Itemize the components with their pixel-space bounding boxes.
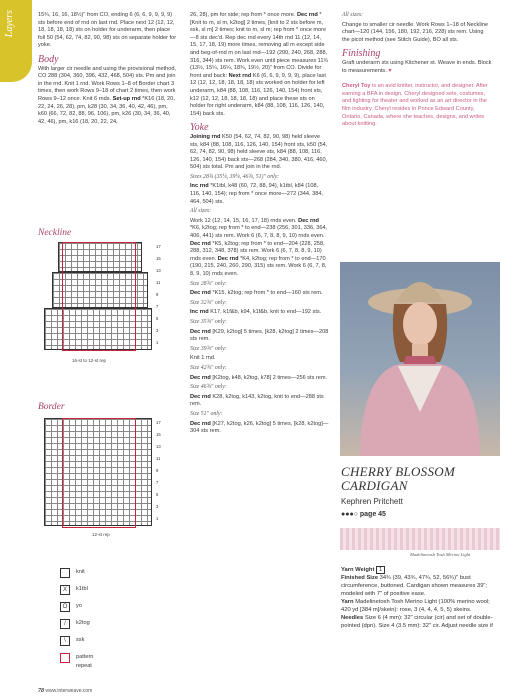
row-number: 3 <box>156 328 159 333</box>
body-text: Change to smaller cir needle. Work Rows 1–18 of Neckline chart—120 (144, 156, 180, 192, 216, 228) sts rem. Using the picot method (see Stitch Guide), BO all sts. <box>342 21 489 43</box>
k1tbl-symbol-icon: X <box>60 585 70 595</box>
size-note: Size 39¾" only: <box>190 345 227 352</box>
border-repeat-box <box>62 418 136 528</box>
size-note: Size 46¾" only: <box>190 384 227 391</box>
row-number: 1 <box>156 516 159 521</box>
body-text: Knit 1 rnd. <box>190 355 216 362</box>
body-text: Work 12 (12, 14, 15, 16, 17, 18) rnds even. Dec rnd *K6, k2tog; rep from * to end—238 (256, 301, 336, 364, 406, 441) sts rem. Work 6 (6, 7, 8, 8, 9, 10) rnds even. Dec rnd *K5, k2tog; rep from * to end—204 (228, 258, 288, 312, 348, 378) sts rem. Work 6 (6, 7, 8, 8, 9, 10) rnds even. Dec rnd *K4, k2tog; rep from * to end—170 (190, 215, 240, 260, 290, 315) sts rem. Work 6 (6, 7, 8, 8, 9, 10) rnds even. <box>190 217 328 277</box>
size-note: Size 32¾" only: <box>190 299 227 306</box>
size-note: Size 28¾" only: <box>190 280 227 287</box>
body-text: Dec rnd [K2tog, k48, k2tog, k78] 2 times—256 sts rem. <box>190 374 328 381</box>
row-number: 3 <box>156 504 159 509</box>
border-note: 12-st rep <box>92 532 110 537</box>
designer-name: Kephren Pritchett <box>341 497 403 506</box>
page-number: 78 <box>38 688 44 694</box>
ssk-symbol-icon: \ <box>60 636 70 646</box>
row-number: 7 <box>156 480 159 485</box>
size-note: All sizes: <box>190 208 212 215</box>
page-reference: page 45 <box>359 511 386 518</box>
neckline-note: 16-st to 12-st rep <box>72 358 107 363</box>
needles-info: Needles Size 6 (4 mm): 32" circular (cir) and set of double-pointed (dpn). Size 4 (3.5 mm): 32" cir. Adjust needle size if <box>341 615 493 629</box>
row-number: 9 <box>156 468 159 473</box>
model-photo-illustration <box>340 262 500 456</box>
body-text: Inc rnd K17, k1f&b, k94, k1f&b, knit to end—192 sts. <box>190 309 322 316</box>
body-text: 26, 28), pm for side; rep from * once more. Dec rnd *[Knit to m, sl m, k2tog] 2 times, [knit to 2 sts before m, ssk, sl m] 2 times; knit to m, sl m; rep from * once more—8 sts dec'd. Rep dec rnd every 14th rnd 11 (12, 14, 15, 17, 18, 19) more times, removing all m except side and beg-of-rnd m on last rnd—192 (200, 240, 268, 288, 316, 344) sts rem. Work even until piece measures 11¾ (13½, 15¼, 16¼, 18¾, 19½, 20)" from CO. Divide for front and back: Next rnd K6 (6, 6, 9, 9, 9, 9), place last 12 (12, 12, 18, 18, 18, 18) sts worked on holder for left underarm, k84 (88, 108, 116, 126, 140, 154) front sts, k12 (12, 12, 18, 18, 18, 18) and place these sts on holder for right underarm, k84 (88, 108, 116, 126, 140, 154) back sts. <box>190 12 329 117</box>
yarn-info: Yarn Madelinetosh Tosh Merino Light (100% merino wool; 420 yd [384 m]/skein): rose, 3 (4, 4, 4, 5, 5) skeins. <box>341 599 490 613</box>
column-3 <box>342 12 492 131</box>
pattern-title: CHERRY BLOSSOM CARDIGAN <box>341 464 456 493</box>
body-text: With larger cir needle and using the provisional method, CO 288 (304, 360, 396, 432, 468, 504) sts. Pm and join in the rnd. Knit 1 rnd. Work Rows 1–8 of Border chart 3 times, then work Rows 9–18 of chart 2 times, then work Rows 9–12 once. Knit 6 rnds. Set-up rnd *K16 (18, 20, 22, 24, 26, 28), pm, k28 (30, 34, 36, 40, 42, 46), pm, k60 (66, 72, 82, 88, 96, 106), pm, k26 (30, 34, 36, 40, 42, 46), pm, k16 (18, 20, 22, 24, <box>38 65 177 125</box>
row-number: 9 <box>156 292 159 297</box>
row-number: 11 <box>156 456 161 461</box>
pattern-specs <box>341 566 501 630</box>
row-number: 5 <box>156 316 159 321</box>
section-tab <box>0 0 32 82</box>
size-note: Sizes 28¾ (35¼, 39¼, 46¾, 51)" only: <box>190 173 280 180</box>
column-1 <box>38 12 178 128</box>
body-text: 15¾, 16, 16, 18½)" from CO, ending 6 (6, 6, 9, 9, 9, 9) sts before end of rnd on last rnd. Place next 12 (12, 12, 18, 18, 18, 18) sts on holder for underarm, then place foll 50 (54, 62, 74, 82, 90, 98) sts on separate holder for yoke. <box>38 12 177 49</box>
body-text: Dec rnd K28, k2tog, k143, k2tog, knit to end—288 sts rem. <box>190 393 324 408</box>
section-heading-body: Body <box>38 53 59 65</box>
section-heading-finishing: Finishing <box>342 48 381 60</box>
model-photo <box>340 262 500 456</box>
page-footer <box>38 688 92 694</box>
body-text: Inc rnd *K1tbl, k48 (60, 72, 88, 94), k1tbl, k84 (108, 116, 140, 154); rep from * once more—272 (344, 384, 464, 504) sts. <box>190 183 323 205</box>
yo-symbol-icon: O <box>60 602 70 612</box>
row-number: 1 <box>156 340 159 345</box>
row-number: 7 <box>156 304 159 309</box>
border-chart-label: Border <box>38 402 65 412</box>
pattern-repeat-symbol-icon <box>60 653 70 663</box>
difficulty-dots-icon: ●●●○ <box>341 511 358 518</box>
row-number: 15 <box>156 256 161 261</box>
body-text: Dec rnd *K15, k2tog; rep from * to end—160 sts rem. <box>190 290 323 297</box>
yarn-swatch <box>340 528 500 550</box>
heart-icon: ♥ <box>388 67 392 74</box>
tab-label: Layers <box>4 10 15 38</box>
body-text: Dec rnd [K29, k2tog] 5 times, [k28, k2tog] 2 times—208 sts rem. <box>190 328 329 343</box>
row-number: 17 <box>156 244 161 249</box>
size-note: Size 42¾" only: <box>190 364 227 371</box>
size-note: Size 35¾" only: <box>190 318 227 325</box>
finished-size: Finished Size 34¾ (39, 43¾, 47¾, 52, 56¾)" bust circumference, buttoned. Cardigan shown measures 39"; modeled with 7" of positive ease. <box>341 575 488 597</box>
row-number: 13 <box>156 444 161 449</box>
section-heading-yoke: Yoke <box>190 122 209 134</box>
designer-bio: Cheryl Toy is an avid knitter, instructor, and designer. After earning a BFA in design, Cheryl designed sets, costumes, and lighting for theater and worked as an art director in the film industry. Cheryl resides in Prince Edward County, Ontario, Canada, where she teaches, designs, and writes about knitting. <box>342 83 488 128</box>
body-text: Dec rnd [K27, k2tog, k26, k2tog] 5 times, [k28, k2tog]—304 sts rem. <box>190 420 329 435</box>
row-number: 5 <box>156 492 159 497</box>
body-text: Joining rnd K50 (54, 62, 74, 82, 90, 98) held sleeve sts, k84 (88, 108, 116, 126, 140, 154) front sts, k50 (54, 62, 74, 82, 90, 98) held sleeve sts, k84 (88, 108, 116, 126, 140, 154) back sts—268 (284, 340, 380, 416, 460, 504) sts total. Pm and join in the rnd. <box>190 133 328 171</box>
website-link: www.interweave.com <box>45 688 93 694</box>
column-2 <box>190 12 330 438</box>
row-number: 17 <box>156 420 161 425</box>
body-text: Graft underarm sts using Kitchener st. Weave in ends. Block to measurements. ♥ <box>342 59 492 74</box>
neckline-chart-label: Neckline <box>38 228 72 238</box>
size-note: All sizes: <box>342 12 364 18</box>
size-note: Size 51" only: <box>190 410 223 417</box>
yarn-weight: Yarn Weight 1 <box>341 566 501 574</box>
knit-symbol-icon <box>60 568 70 578</box>
k2tog-symbol-icon: / <box>60 619 70 629</box>
difficulty-rating <box>341 511 386 518</box>
row-number: 15 <box>156 432 161 437</box>
neckline-repeat-box <box>62 242 136 351</box>
row-number: 11 <box>156 280 161 285</box>
row-number: 13 <box>156 268 161 273</box>
yarn-caption: Madelinetosh Tosh Merino Light <box>410 552 471 557</box>
